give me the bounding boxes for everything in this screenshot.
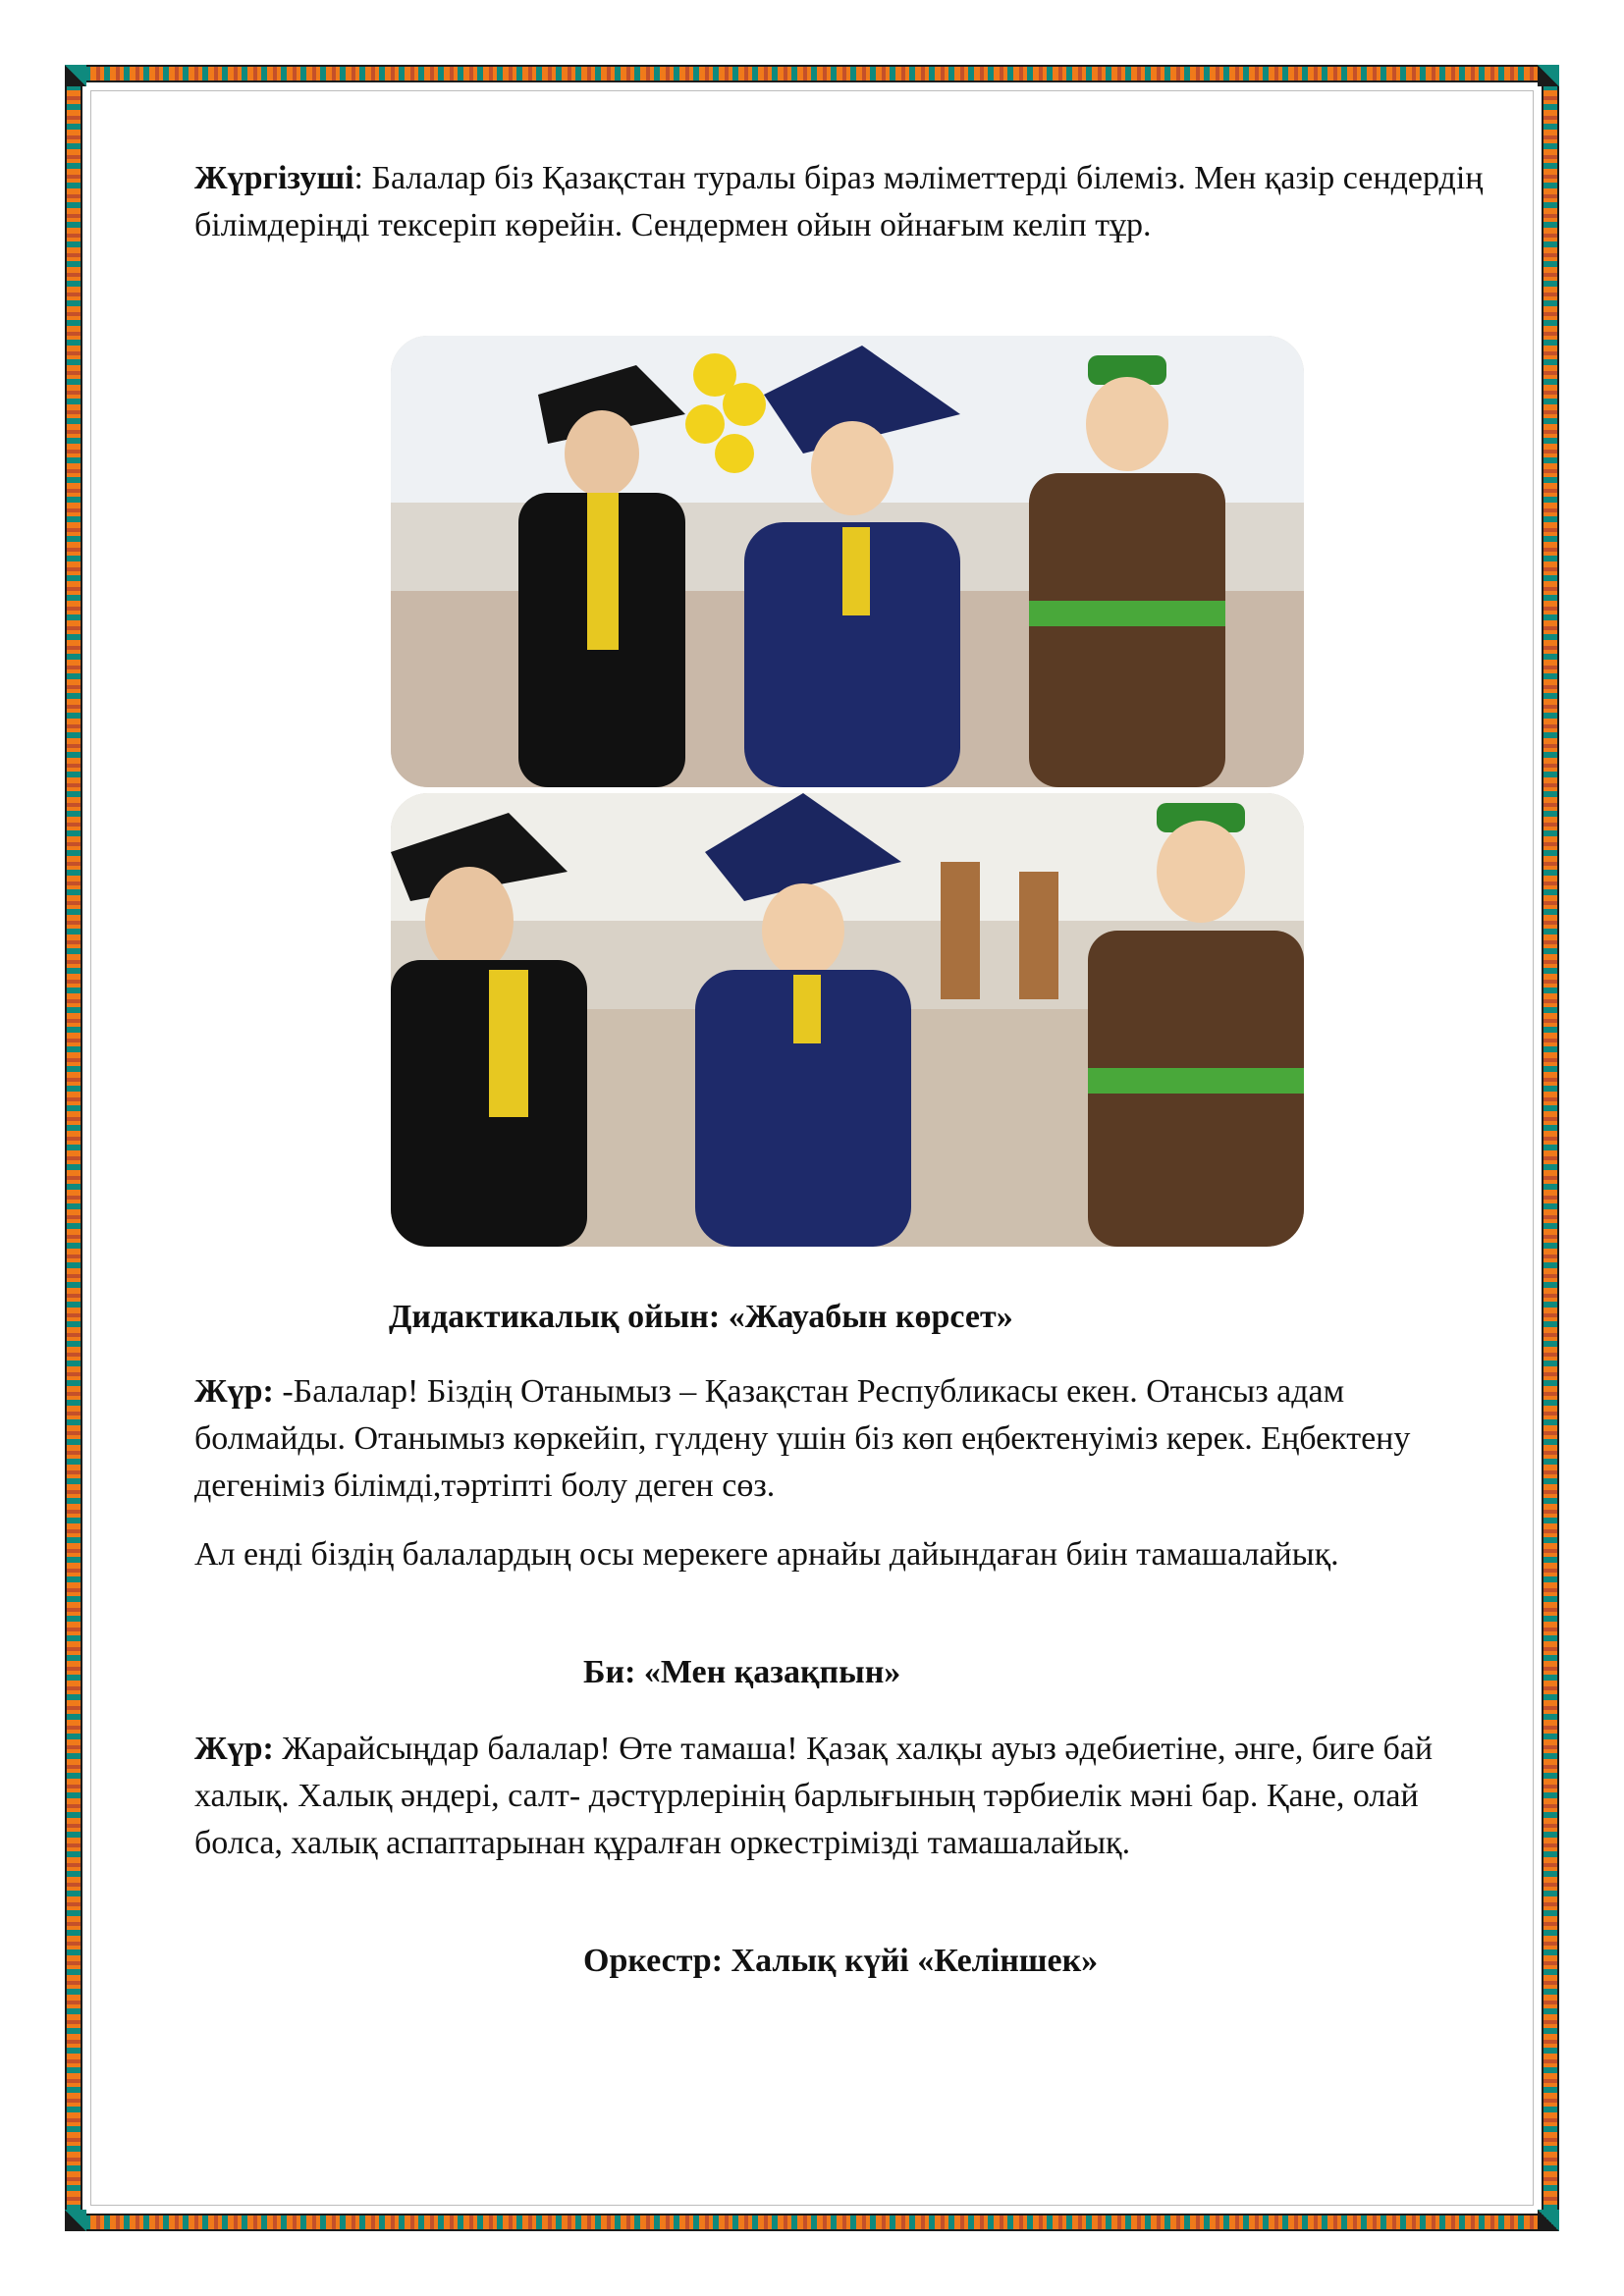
photo-children-top [391, 336, 1304, 787]
border-left [65, 65, 82, 2231]
corner-top-left [65, 65, 86, 86]
intro-paragraph [194, 155, 1500, 249]
paragraph-3 [194, 1726, 1500, 1867]
dance-heading: Би: «Мен қазақпын» [583, 1654, 901, 1690]
para1-text: -Балалар! Біздің Отанымыз – Қазақстан Республикасы екен. Отансыз адам болмайды. Отанымыз көркейіп, гүлдену үшін біз көп еңбектенуіміз керек. Еңбектену дегеніміз білімді,тәртіпті болу деген сөз. [194, 1373, 1411, 1504]
corner-bottom-right [1538, 2210, 1559, 2231]
game-heading: Дидактикалық ойын: «Жауабын көрсет» [389, 1299, 1013, 1335]
border-top [65, 65, 1559, 82]
para3-speaker: Жүр: [194, 1731, 274, 1767]
border-right [1542, 65, 1559, 2231]
paragraph-2: Ал енді біздің балалардың осы мерекеге арнайы дайындаған биін тамашалайық. [194, 1536, 1339, 1573]
para3-text: Жарайсыңдар балалар! Өте тамаша! Қазақ халқы ауыз әдебиетіне, әнге, биге бай халық. Халық әндері, салт- дәстүрлерінің барлығының тәрбиелік мәні бар. Қане, олай болса, халық аспаптарынан құралған оркестрімізді тамашалайық. [194, 1731, 1434, 1861]
paragraph-1 [194, 1368, 1500, 1510]
corner-bottom-left [65, 2210, 86, 2231]
corner-top-right [1538, 65, 1559, 86]
border-bottom [65, 2214, 1559, 2231]
intro-text: : Балалар біз Қазақстан туралы біраз мәліметтерді білеміз. Мен қазір сендердің білімдеріңді тексеріп көрейін. Сендермен ойын ойнағым келіп тұр. [194, 160, 1484, 243]
para1-speaker: Жүр: [194, 1373, 274, 1410]
orchestra-heading: Оркестр: Халық күйі «Келіншек» [583, 1943, 1099, 1979]
intro-speaker: Жүргізуші [194, 160, 354, 196]
photo-children-bottom [391, 793, 1304, 1247]
